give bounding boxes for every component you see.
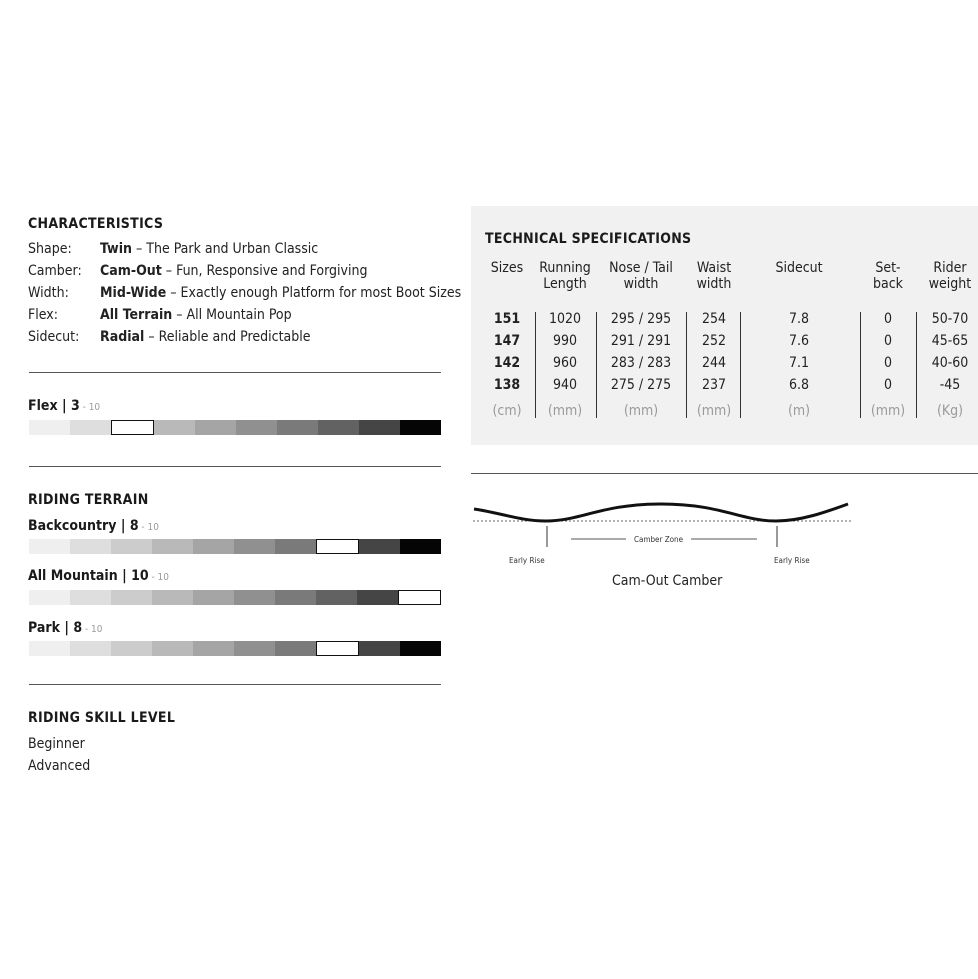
column-divider xyxy=(686,312,687,418)
flex-label: Flex xyxy=(28,398,58,414)
cell-running-length: 990 xyxy=(552,333,578,349)
scale-cell xyxy=(275,539,316,554)
backcountry-rating-label xyxy=(28,518,159,534)
scale-cell-selected xyxy=(316,641,359,656)
unit-rider-weight: (Kg) xyxy=(936,403,964,419)
characteristic-desc: – The Park and Urban Classic xyxy=(131,241,319,257)
characteristic-label: Shape: xyxy=(28,241,72,257)
characteristic-label: Flex: xyxy=(28,307,58,323)
unit-waist: (mm) xyxy=(696,403,732,419)
cell-size: 151 xyxy=(493,311,521,327)
characteristic-desc: – All Mountain Pop xyxy=(172,307,292,323)
terrain-value: 10 xyxy=(131,568,149,584)
cell-setback: 0 xyxy=(883,355,892,371)
scale-cell xyxy=(400,539,441,554)
header-line: Waist xyxy=(696,260,732,276)
board-profile-line xyxy=(474,504,848,521)
cell-running-length: 1020 xyxy=(548,311,582,327)
cell-setback: 0 xyxy=(883,311,892,327)
cell-running-length: 940 xyxy=(552,377,578,393)
unit-nose-tail: (mm) xyxy=(623,403,659,419)
header-line: Rider xyxy=(933,260,967,276)
technical-specifications-panel xyxy=(471,206,978,445)
scale-cell xyxy=(277,420,318,435)
divider xyxy=(471,473,978,474)
terrain-sep: | xyxy=(117,568,132,584)
characteristic-flex xyxy=(28,307,292,323)
characteristic-sidecut xyxy=(28,329,310,345)
cell-rider-weight: 45-65 xyxy=(931,333,969,349)
scale-cell xyxy=(275,641,316,656)
scale-cell-selected xyxy=(316,539,359,554)
cell-nose-tail: 283 / 283 xyxy=(610,355,672,371)
scale-cell xyxy=(359,641,400,656)
skill-level-advanced: Advanced xyxy=(28,758,91,774)
scale-cell xyxy=(70,590,111,605)
cell-rider-weight: -45 xyxy=(939,377,961,393)
flex-rating-label xyxy=(28,398,100,414)
park-scale xyxy=(29,641,441,656)
header-rider-weight xyxy=(925,260,975,292)
scale-cell xyxy=(152,641,193,656)
scale-cell xyxy=(70,539,111,554)
characteristic-desc: – Exactly enough Platform for most Boot Sizes xyxy=(166,285,462,301)
scale-cell xyxy=(234,590,275,605)
flex-sep: | xyxy=(57,398,71,414)
terrain-label: All Mountain xyxy=(28,568,118,584)
camber-caption: Cam-Out Camber xyxy=(612,573,723,589)
scale-cell xyxy=(29,420,70,435)
header-setback xyxy=(865,260,911,292)
scale-cell xyxy=(193,590,234,605)
cell-waist: 244 xyxy=(701,355,727,371)
characteristic-value: Twin xyxy=(100,241,132,257)
scale-cell xyxy=(29,539,70,554)
cell-size: 147 xyxy=(493,333,521,349)
cell-setback: 0 xyxy=(883,377,892,393)
unit-setback: (mm) xyxy=(870,403,906,419)
header-sidecut xyxy=(763,260,835,276)
scale-cell xyxy=(70,641,111,656)
characteristic-label: Sidecut: xyxy=(28,329,80,345)
cell-nose-tail: 275 / 275 xyxy=(610,377,672,393)
terrain-value: 8 xyxy=(129,518,139,534)
all-mountain-scale xyxy=(29,590,441,605)
scale-cell xyxy=(152,539,193,554)
scale-cell xyxy=(111,641,152,656)
early-rise-left-label: Early Rise xyxy=(509,556,545,565)
header-waist-width xyxy=(689,260,739,292)
scale-cell xyxy=(359,539,400,554)
early-rise-right-label: Early Rise xyxy=(774,556,810,565)
divider xyxy=(29,372,441,373)
cell-nose-tail: 291 / 291 xyxy=(610,333,672,349)
terrain-max: - 10 xyxy=(138,522,159,533)
camber-zone-label: Camber Zone xyxy=(634,535,684,544)
park-rating-label xyxy=(28,620,102,636)
header-line: Sidecut xyxy=(775,260,823,276)
scale-cell xyxy=(29,641,70,656)
scale-cell-selected xyxy=(111,420,154,435)
scale-cell xyxy=(111,539,152,554)
characteristic-value: Cam-Out xyxy=(100,263,162,279)
scale-cell xyxy=(152,590,193,605)
cell-rider-weight: 50-70 xyxy=(931,311,969,327)
backcountry-scale xyxy=(29,539,441,554)
column-divider xyxy=(740,312,741,418)
terrain-label: Backcountry xyxy=(28,518,117,534)
cell-size: 138 xyxy=(493,377,521,393)
scale-cell xyxy=(234,641,275,656)
scale-cell xyxy=(275,590,316,605)
scale-cell xyxy=(111,590,152,605)
flex-scale xyxy=(29,420,441,435)
scale-cell xyxy=(236,420,277,435)
divider xyxy=(29,684,441,685)
cell-sidecut: 7.8 xyxy=(788,311,810,327)
cell-running-length: 960 xyxy=(552,355,578,371)
scale-cell xyxy=(154,420,195,435)
cell-waist: 237 xyxy=(701,377,727,393)
camber-profile-diagram xyxy=(471,495,861,555)
characteristic-camber xyxy=(28,263,367,279)
scale-cell xyxy=(193,641,234,656)
scale-cell xyxy=(29,590,70,605)
characteristic-label: Width: xyxy=(28,285,69,301)
unit-sidecut: (m) xyxy=(787,403,811,419)
characteristic-shape xyxy=(28,241,318,257)
terrain-label: Park xyxy=(28,620,60,636)
characteristic-desc: – Fun, Responsive and Forgiving xyxy=(161,263,368,279)
column-divider xyxy=(596,312,597,418)
header-sizes xyxy=(485,260,529,276)
cell-sidecut: 6.8 xyxy=(788,377,810,393)
header-line: Length xyxy=(543,276,587,292)
cell-waist: 254 xyxy=(701,311,727,327)
technical-specifications-title: TECHNICAL SPECIFICATIONS xyxy=(485,231,692,247)
scale-cell-selected xyxy=(398,590,441,605)
scale-cell xyxy=(316,590,357,605)
header-line: Nose / Tail xyxy=(609,260,673,276)
scale-cell xyxy=(357,590,398,605)
header-line: Running xyxy=(539,260,591,276)
header-line: Set- xyxy=(875,260,901,276)
cell-setback: 0 xyxy=(883,333,892,349)
characteristic-width xyxy=(28,285,461,301)
characteristic-label: Camber: xyxy=(28,263,82,279)
cell-sidecut: 7.6 xyxy=(788,333,810,349)
cell-sidecut: 7.1 xyxy=(788,355,810,371)
scale-cell xyxy=(193,539,234,554)
unit-sizes: (cm) xyxy=(492,403,522,419)
column-divider xyxy=(916,312,917,418)
flex-max: - 10 xyxy=(79,402,101,413)
characteristic-value: All Terrain xyxy=(100,307,173,323)
characteristic-value: Radial xyxy=(100,329,145,345)
column-divider xyxy=(860,312,861,418)
cell-size: 142 xyxy=(493,355,521,371)
scale-cell xyxy=(70,420,111,435)
terrain-value: 8 xyxy=(73,620,83,636)
characteristic-desc: – Reliable and Predictable xyxy=(144,329,311,345)
scale-cell xyxy=(400,641,441,656)
riding-skill-title: RIDING SKILL LEVEL xyxy=(28,710,176,726)
all-mountain-rating-label xyxy=(28,568,169,584)
divider xyxy=(29,466,441,467)
header-line: Sizes xyxy=(490,260,524,276)
cell-waist: 252 xyxy=(701,333,727,349)
scale-cell xyxy=(234,539,275,554)
scale-cell xyxy=(318,420,359,435)
header-line: back xyxy=(873,276,903,292)
terrain-max: - 10 xyxy=(148,572,169,583)
cell-nose-tail: 295 / 295 xyxy=(610,311,672,327)
characteristic-value: Mid-Wide xyxy=(100,285,167,301)
characteristics-title: CHARACTERISTICS xyxy=(28,216,164,232)
scale-cell xyxy=(400,420,441,435)
header-running-length xyxy=(535,260,595,292)
terrain-sep: | xyxy=(59,620,74,636)
scale-cell xyxy=(359,420,400,435)
cell-rider-weight: 40-60 xyxy=(931,355,969,371)
header-nose-tail-width xyxy=(603,260,679,292)
terrain-max: - 10 xyxy=(82,624,103,635)
skill-level-beginner: Beginner xyxy=(28,736,85,752)
terrain-sep: | xyxy=(116,518,130,534)
header-line: weight xyxy=(928,276,972,292)
unit-running-length: (mm) xyxy=(547,403,583,419)
flex-value: 3 xyxy=(70,398,80,414)
header-line: width xyxy=(623,276,659,292)
riding-terrain-title: RIDING TERRAIN xyxy=(28,492,149,508)
header-line: width xyxy=(696,276,732,292)
scale-cell xyxy=(195,420,236,435)
